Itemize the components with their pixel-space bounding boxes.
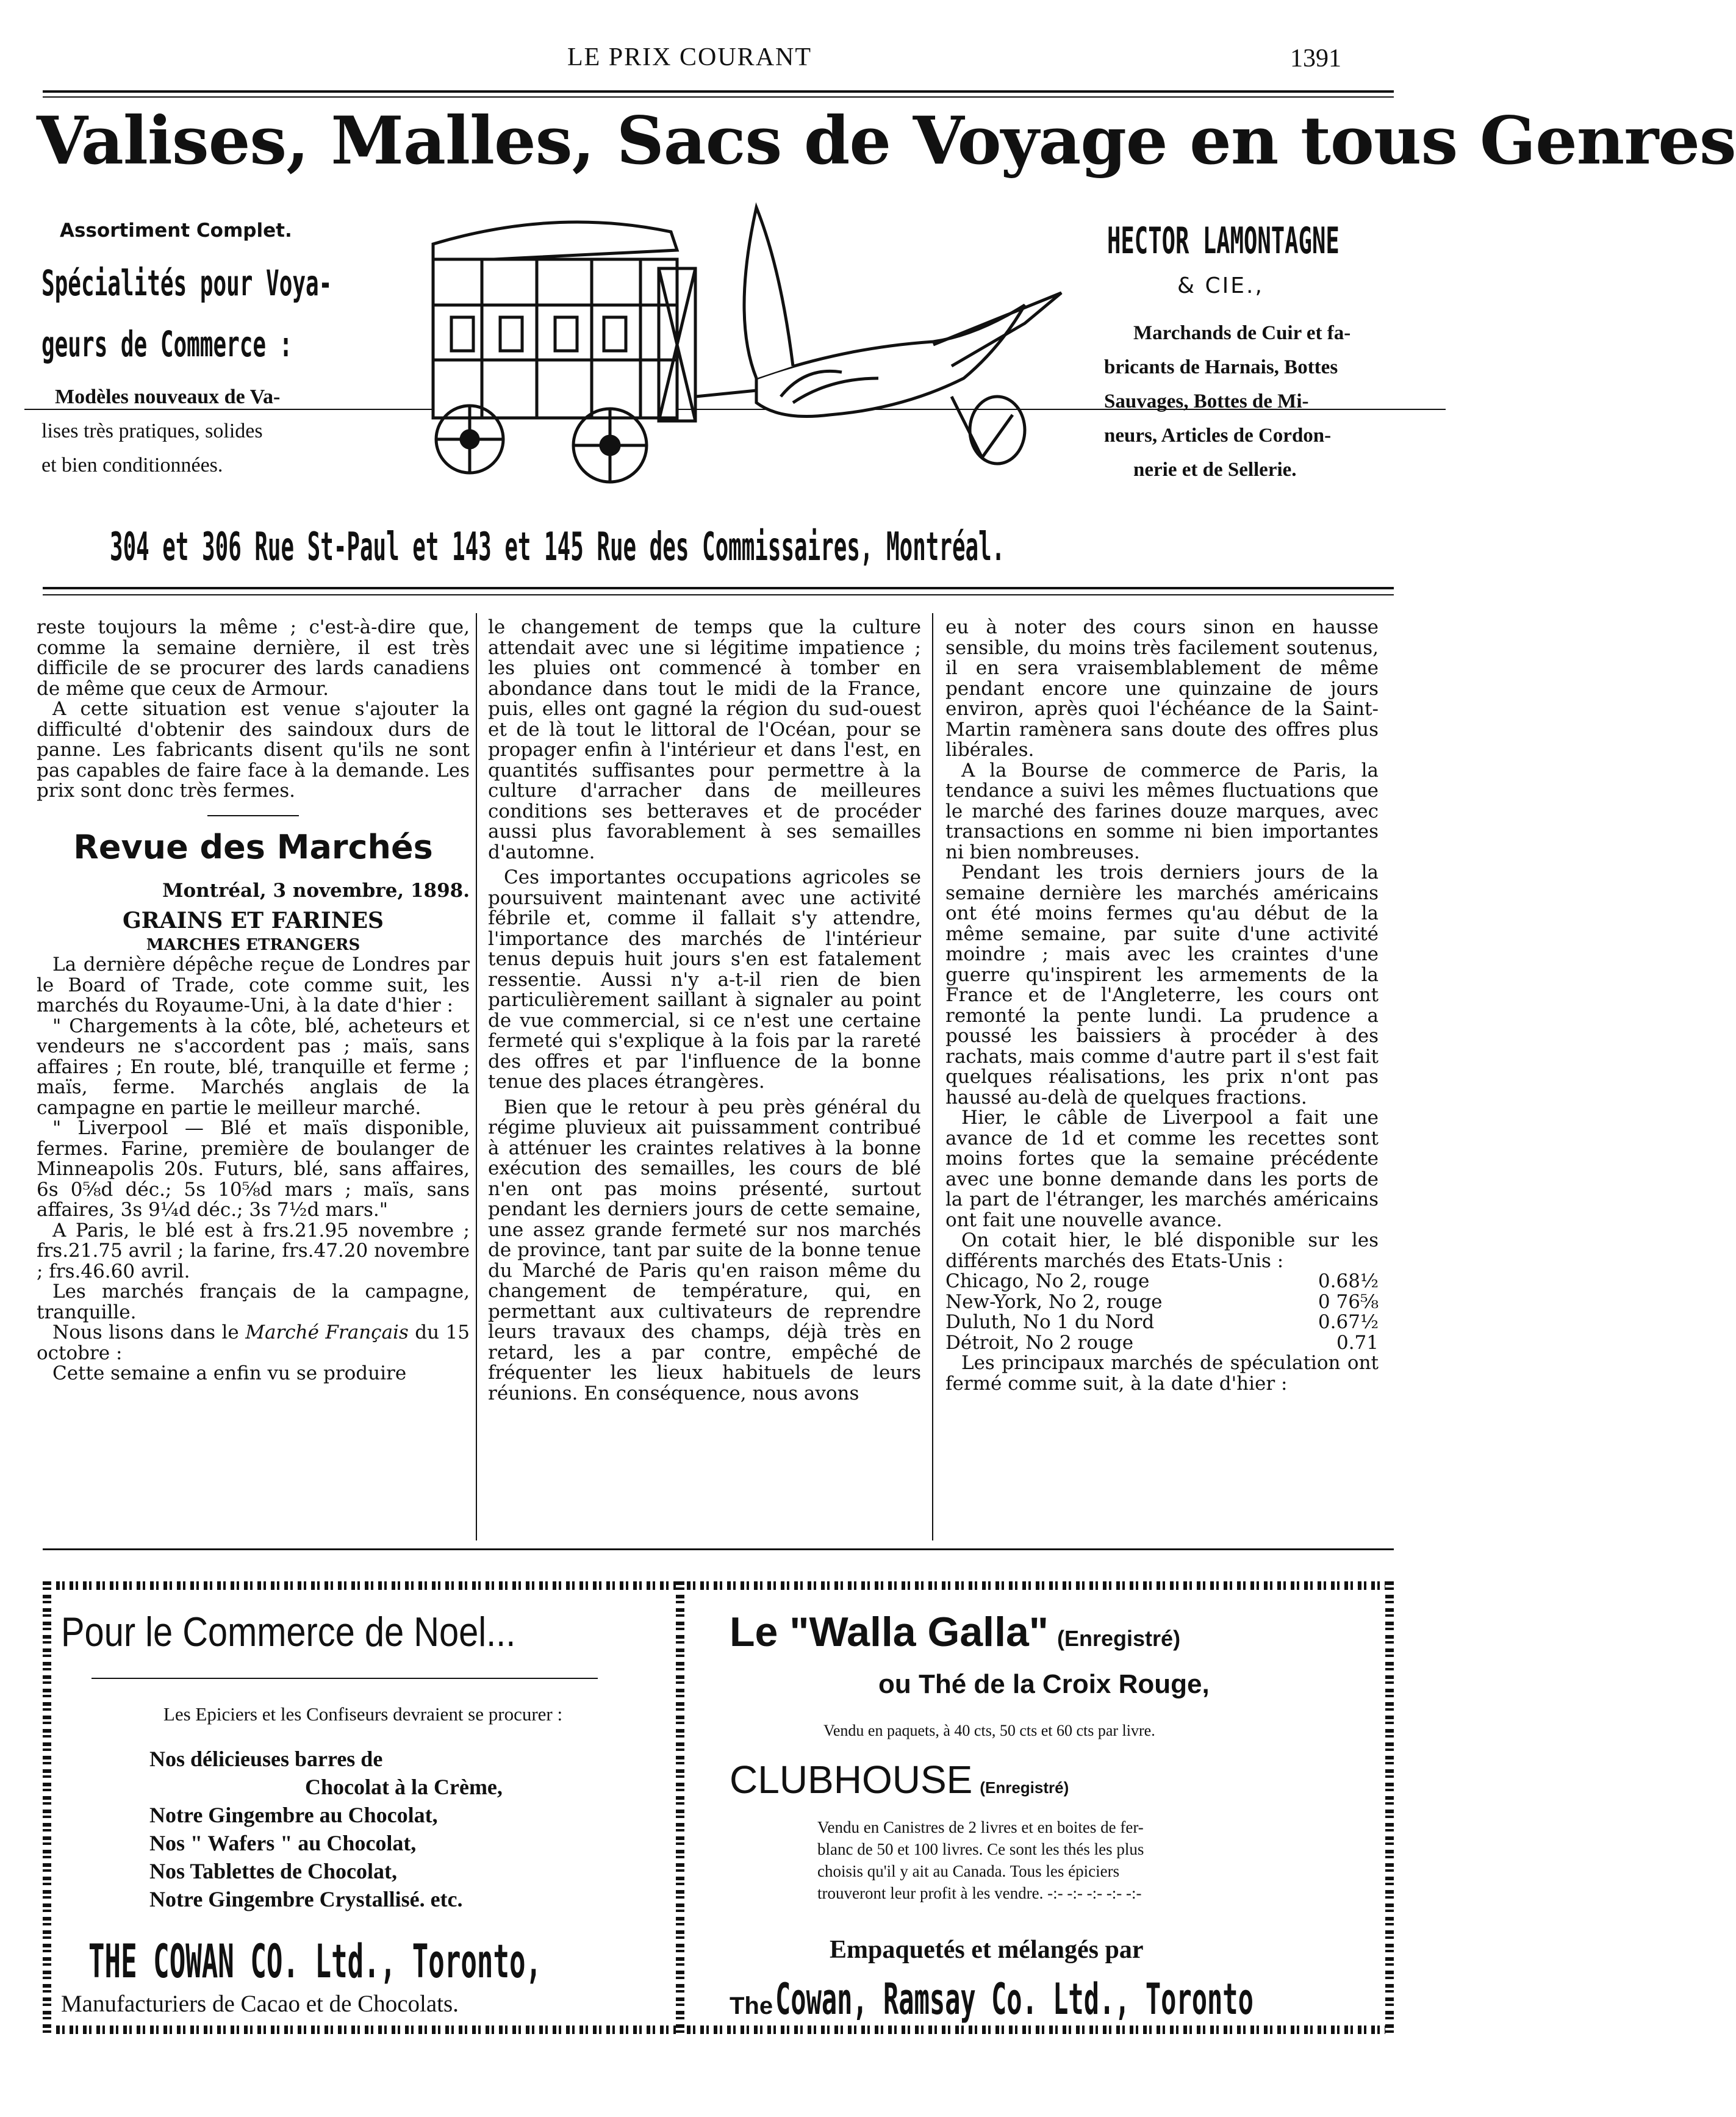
col1-paragraph: A Paris, le blé est à frs.21.95 novembre ; frs.21.75 avril ; la farine, frs.47.20 novembre ; frs.46.60 avril. [37, 1219, 470, 1282]
subhead-grains: GRAINS ET FARINES [122, 908, 384, 933]
clubhouse-desc: trouveront leur profit à les vendre. -:- -:- -:- -:- -:- [817, 1884, 1142, 1902]
noel-item: Chocolat à la Crème, [305, 1775, 503, 1799]
col1-paragraph: Cette semaine a enfin vu se produire [52, 1362, 407, 1384]
specialites-line-1: Spécialités pour Voya- [41, 262, 332, 304]
clubhouse-brand-line [730, 1757, 1069, 1802]
col1-paragraph: A cette situation est venue s'ajouter la difficulté d'obtenir des saindoux durs de panne. Les fabricants disent qu'ils ne sont pas capables de faire face à la demande. Les prix sont donc très fermes. [37, 698, 470, 802]
columns-bottom-rule [43, 1548, 1394, 1550]
clubhouse-desc: Vendu en Canistres de 2 livres et en boites de fer- [817, 1818, 1144, 1836]
col2-paragraph: le changement de temps que la culture attendait avec une si légitime impatience ; les pluies ont commencé à tomber en abondance dans tout le midi de la France, puis, elles ont gagné la région du sud-ouest et de là tout le littoral de l'Océan, pour se propager enfin à l'intérieur et dans l'est, en quantités suffisantes pour permettre à la culture d'arracher dans de meilleures conditions ses betteraves et de procéder aussi plus favorablement à ses semailles d'automne. [488, 616, 921, 863]
luggage-ad-title: Valises, Malles, Sacs de Voyage en tous Genres [37, 102, 1736, 179]
page-number: 1391 [1290, 45, 1341, 73]
section-separator [207, 815, 299, 816]
noel-title-rule [91, 1678, 598, 1679]
quote-value: 0.68½ [1318, 1270, 1379, 1292]
company-desc-4: neurs, Articles de Cordon- [1104, 425, 1332, 447]
cowan-company: THE COWAN CO. Ltd., Toronto, [88, 1934, 542, 1988]
quote-label: Détroit, No 2 rouge [945, 1331, 1134, 1354]
journal-name: Marché Français [245, 1321, 409, 1343]
header-rule [43, 90, 1394, 93]
col2-paragraph: Ces importantes occupations agricoles se poursuivent maintenant avec une activité fébrile et, comme il fallait s'y attendre, l'importance des marchés de l'intérieur tenus depuis huit jours s'en est fatalement ressentie. Aussi n'y a-t-il rien de bien particulièrement saillant à signaler au point de vue commercial, si ce n'est une certaine fermeté qui s'explique à la fois par la rareté des offres et par l'influence de la bonne tenue des places étrangères. [488, 866, 921, 1093]
col3-paragraph: Hier, le câble de Liverpool a fait une avance de 1d et comme les recettes sont moins fortes que la semaine précédente avec une bonne demande dans les ports de la part de l'étranger, les marchés américains ont fait une nouvelle avance. [945, 1107, 1379, 1231]
ornamental-border-middle [676, 1581, 684, 2034]
noel-item: Nos délicieuses barres de [149, 1747, 383, 1771]
dateline: Montréal, 3 novembre, 1898. [162, 879, 470, 902]
noel-ad-title: Pour le Commerce de Noel... [61, 1609, 516, 1655]
company-the: The [730, 1993, 773, 2019]
col1-paragraph: Les marchés français de la campagne, tranquille. [37, 1281, 470, 1323]
col1-paragraph [37, 1323, 470, 1364]
col3-paragraph: On cotait hier, le blé disponible sur les différents marchés des Etats-Unis : [945, 1229, 1379, 1272]
packed-by: Empaquetés et mélangés par [830, 1936, 1144, 1964]
header-rule-thin [43, 96, 1394, 98]
company-desc-2: bricants de Harnais, Bottes [1104, 356, 1338, 378]
walla-galla-title [730, 1608, 1180, 1656]
croix-rouge-subtitle: ou Thé de la Croix Rouge, [878, 1669, 1210, 1699]
clubhouse-registered: (Enregistré) [980, 1778, 1069, 1797]
col1-paragraph: reste toujours la même ; c'est-à-dire que, comme la semaine dernière, il est très difficile de se procurer des lards canadiens de même que ceux de Armour. [37, 616, 470, 700]
col2-paragraph: Bien que le retour à peu près général du régime pluvieux ait puissamment contribué à atténuer les craintes relatives à la bonne exécution des semailles, les cours de blé n'en ont pas moins présenté, surtout pendant les derniers jours de cette semaine, une assez grande fermeté sur nos marchés de province, tant par suite de la bonne tenue du Marché de Paris qu'en raison même du changement de température, qui, en permettant aux cultivateurs de reprendre leurs travaux des champs, déjà très en retard, les a par contre, empêché de fréquenter les lieux habituels de leurs réunions. En conséquence, nous avons [488, 1096, 921, 1404]
quote-label: New-York, No 2, rouge [945, 1290, 1163, 1313]
cowan-ramsay-company: Cowan, Ramsay Co. Ltd., Toronto [775, 1974, 1254, 2024]
company-desc-3: Sauvages, Bottes de Mi- [1104, 390, 1309, 412]
quote-table [945, 1271, 1379, 1353]
company-address: 304 et 306 Rue St-Paul et 143 et 145 Rue des Commissaires, Montréal. [110, 525, 1005, 570]
col3-paragraph: A la Bourse de commerce de Paris, la tendance a suivi les mêmes fluctuations que le marché des farines douze marques, avec transactions en somme ni bien importantes ni bien nombreuses. [945, 759, 1379, 863]
quote-value: 0.71 [1336, 1331, 1379, 1354]
walla-galla-registered: (Enregistré) [1057, 1626, 1181, 1651]
noel-item: Nos Tablettes de Chocolat, [149, 1859, 398, 1883]
modeles-line-1: Modèles nouveaux de Va- [55, 386, 281, 408]
section-title: Revue des Marchés [73, 827, 433, 866]
walla-galla-name: Le "Walla Galla" [730, 1609, 1049, 1655]
col1-paragraph: " Chargements à la côte, blé, acheteurs et vendeurs ne s'accordent pas ; maïs, sans affaires ; En route, blé, tranquille et ferme ; maïs, ferme. Marchés anglais de la campagne en partie le meilleur marché. [37, 1015, 470, 1119]
column-rule-2 [932, 613, 933, 1540]
column-3 [945, 617, 1379, 1394]
ornamental-border-bottom [43, 2025, 1394, 2034]
col1-paragraph: " Liverpool — Blé et maïs disponible, fermes. Farine, première de boulanger de Minneapolis 20s. Futurs, blé, sans affaires, 6s 0⅝d déc.; 5s 10⅝d mars ; maïs, sans affaires, 3s 9¼d déc.; 3s 7½d mars." [37, 1117, 470, 1221]
col3-paragraph: Pendant les trois derniers jours de la semaine dernière les marchés américains ont été moins fermes qu'au début de la même semaine, par suite d'une activité moindre ; mais avec les craintes d'une guerre qu'inspirent les armements de la France et de l'Angleterre, les cours ont remonté la pente lundi. La prudence a poussé les baissiers à procéder à des rachats, mais comme d'autre part il s'est fait quelques réalisations, les prix n'ont pas haussé au-delà de quelques fractions. [945, 861, 1379, 1109]
subhead-marches: MARCHES ETRANGERS [146, 936, 360, 954]
packet-prices: Vendu en paquets, à 40 cts, 50 cts et 60 cts par livre. [823, 1722, 1155, 1739]
specialites-line-2: geurs de Commerce : [41, 323, 293, 365]
modeles-line-3: et bien conditionnées. [41, 454, 223, 476]
cowan-ramsay-line [730, 1974, 1573, 2024]
col3-paragraph: eu à noter des cours sinon en hausse sensible, du moins très facilement soutenus, il en sera vraisemblablement de même pendant encore une quinzaine de jours environ, après quoi l'échéance de la Saint-Martin ramènera sans doute des offres plus libérales. [945, 616, 1379, 761]
company-desc-5: nerie et de Sellerie. [1133, 459, 1297, 481]
text-run: Nous lisons dans le [52, 1321, 246, 1343]
column-1 [37, 617, 470, 1384]
clubhouse-brand: CLUBHOUSE [730, 1758, 973, 1802]
noel-item: Notre Gingembre au Chocolat, [149, 1803, 438, 1827]
text-run: du 15 octobre : [37, 1321, 470, 1364]
quote-value: 0 76⅝ [1318, 1290, 1379, 1313]
quote-row [945, 1271, 1379, 1292]
column-rule-1 [476, 613, 477, 1540]
ad-bottom-rule-thin [43, 594, 1394, 595]
modeles-line-2: lises très pratiques, solides [41, 420, 263, 442]
journal-title: LE PRIX COURANT [567, 43, 812, 71]
ornamental-border-right [1385, 1581, 1394, 2034]
column-2 [488, 617, 921, 1404]
assortment-label: Assortiment Complet. [60, 220, 292, 242]
quote-label: Chicago, No 2, rouge [945, 1270, 1150, 1292]
quote-row [945, 1333, 1379, 1354]
quote-row [945, 1292, 1379, 1313]
trunk-alligator-illustration [415, 195, 1086, 488]
cowan-tagline: Manufacturiers de Cacao et de Chocolats. [61, 1991, 459, 2017]
ornamental-border-top [43, 1581, 1394, 1590]
company-desc-1: Marchands de Cuir et fa- [1133, 322, 1351, 344]
quote-value: 0.67½ [1318, 1311, 1379, 1333]
quote-row [945, 1312, 1379, 1333]
ornamental-border-left [43, 1581, 51, 2034]
running-header [0, 43, 1443, 79]
company-cie: & CIE., [1177, 273, 1264, 298]
quote-label: Duluth, No 1 du Nord [945, 1311, 1155, 1333]
clubhouse-desc: blanc de 50 et 100 livres. Ce sont les thés les plus [817, 1840, 1144, 1858]
ad-bottom-rule [43, 587, 1394, 589]
clubhouse-desc: choisis qu'il y ait au Canada. Tous les épiciers [817, 1862, 1120, 1880]
col3-paragraph: Les principaux marchés de spéculation ont fermé comme suit, à la date d'hier : [945, 1352, 1379, 1395]
noel-item: Notre Gingembre Crystallisé. etc. [149, 1887, 463, 1911]
company-name: HECTOR LAMONTAGNE [1107, 220, 1340, 262]
noel-item: Nos " Wafers " au Chocolat, [149, 1831, 417, 1855]
noel-intro: Les Epiciers et les Confiseurs devraient se procurer : [163, 1703, 563, 1725]
col1-paragraph: La dernière dépêche reçue de Londres par le Board of Trade, cote comme suit, les marchés du Royaume-Uni, à la date d'hier : [37, 954, 470, 1016]
